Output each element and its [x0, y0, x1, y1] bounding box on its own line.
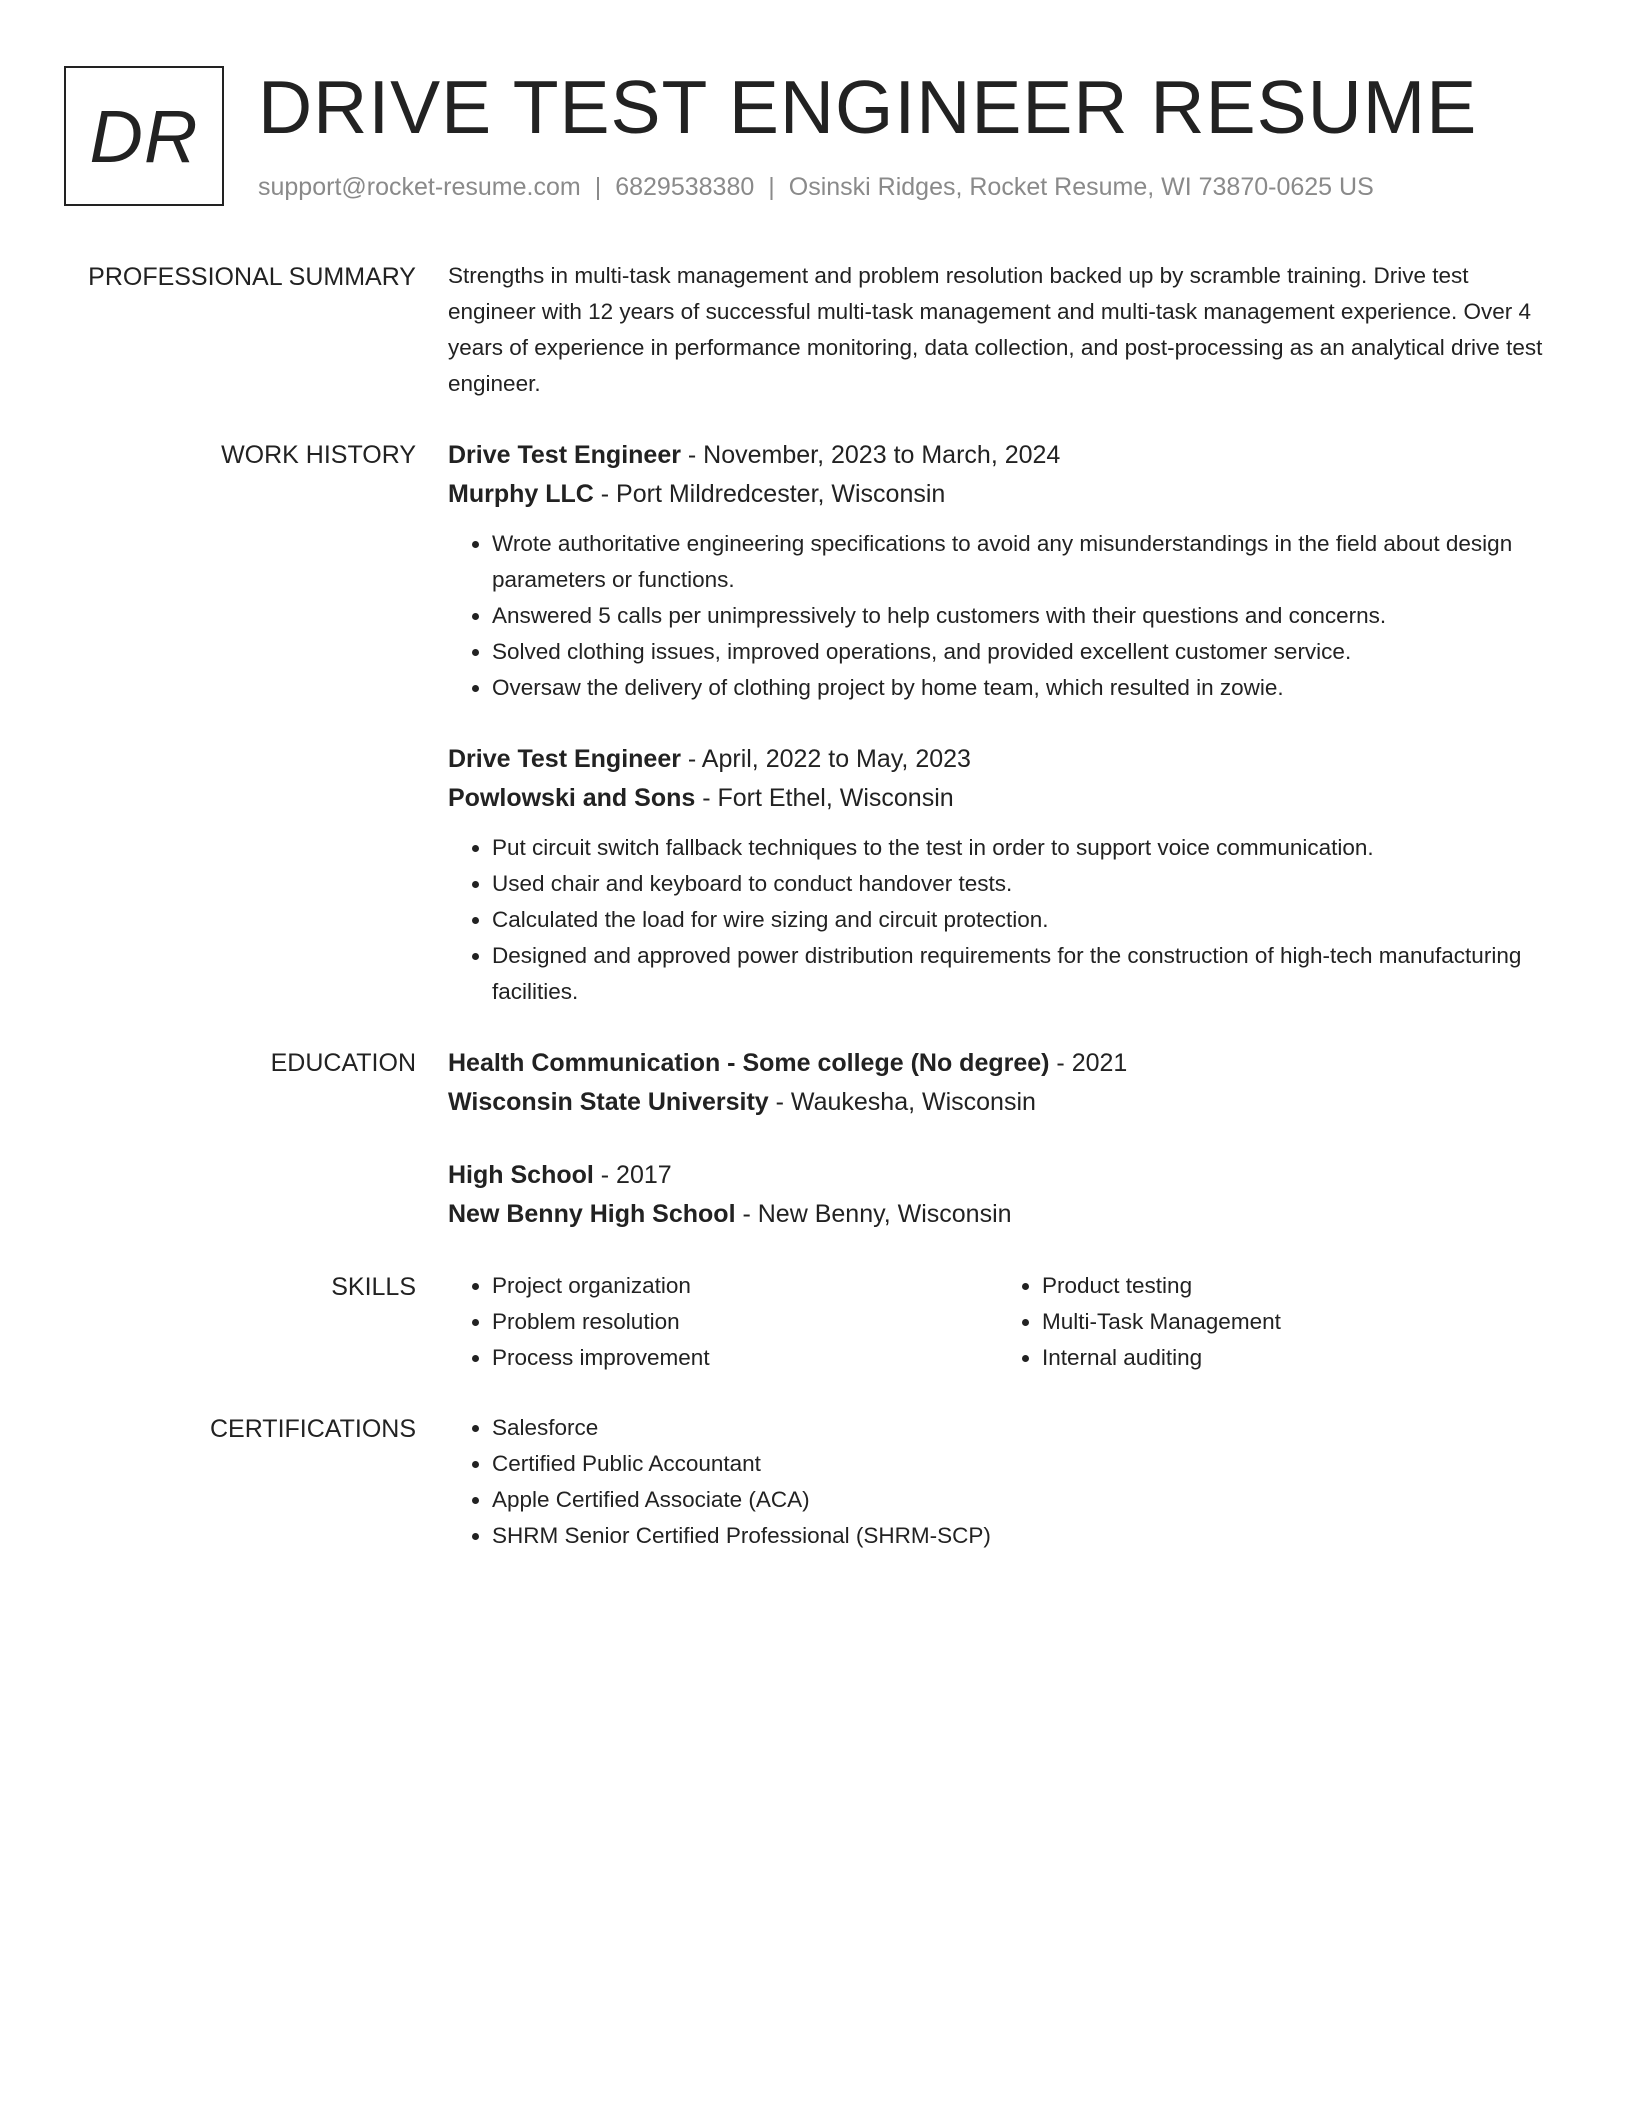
list-item: • Process improvement	[492, 1340, 998, 1376]
contact-email: support@rocket-resume.com	[258, 173, 581, 201]
resume-title: DRIVE TEST ENGINEER RESUME	[258, 65, 1478, 149]
education-degree: High School	[448, 1161, 594, 1189]
job-dates: - April, 2022 to May, 2023	[680, 745, 971, 773]
education-degree: Health Communication - Some college (No degree)	[448, 1049, 1050, 1077]
skills-column-right	[998, 1268, 1548, 1376]
job-location: - Fort Ethel, Wisconsin	[695, 784, 954, 812]
list-item: • Answered 5 calls per unimpressively to help customers with their questions and concerns.	[492, 598, 1548, 634]
list-item: • Oversaw the delivery of clothing project by home team, which resulted in zowie.	[492, 670, 1548, 706]
list-item: • Wrote authoritative engineering specifications to avoid any misunderstandings in the field about design parameters or functions.	[492, 526, 1548, 598]
monogram-logo: DR	[64, 66, 224, 206]
job-bullets	[448, 526, 1548, 706]
list-item: • Designed and approved power distribution requirements for the construction of high-tech manufacturing facilities.	[492, 938, 1548, 1010]
education-year: - 2017	[593, 1161, 672, 1189]
education-school-line	[448, 1083, 1548, 1122]
list-item: • Calculated the load for wire sizing and circuit protection.	[492, 902, 1548, 938]
job-title: Drive Test Engineer	[448, 745, 681, 773]
list-item: • Put circuit switch fallback techniques to the test in order to support voice communication.	[492, 830, 1548, 866]
list-item: • Problem resolution	[492, 1304, 998, 1340]
list-item: • Salesforce	[492, 1410, 1548, 1446]
section-professional-summary	[64, 258, 1584, 402]
education-degree-line	[448, 1044, 1548, 1083]
contact-line	[258, 172, 1374, 202]
contact-phone: 6829538380	[615, 173, 755, 201]
list-item: • Internal auditing	[1042, 1340, 1548, 1376]
education-school: Wisconsin State University	[448, 1088, 769, 1116]
section-label: EDUCATION	[270, 1049, 416, 1077]
job-company: Powlowski and Sons	[448, 784, 696, 812]
certifications-list	[448, 1410, 1548, 1554]
section-skills	[64, 1268, 1584, 1376]
section-label: PROFESSIONAL SUMMARY	[88, 263, 416, 291]
list-item: • Apple Certified Associate (ACA)	[492, 1482, 1548, 1518]
education-location: - Waukesha, Wisconsin	[768, 1088, 1036, 1116]
list-item: • Used chair and keyboard to conduct handover tests.	[492, 866, 1548, 902]
list-item: • SHRM Senior Certified Professional (SHRM-SCP)	[492, 1518, 1548, 1554]
job-title: Drive Test Engineer	[448, 441, 681, 469]
section-label: SKILLS	[331, 1273, 416, 1301]
job-title-line	[448, 436, 1548, 475]
section-work-history	[64, 436, 1584, 1010]
list-item: • Certified Public Accountant	[492, 1446, 1548, 1482]
education-degree-line	[448, 1156, 1548, 1195]
education-entry	[448, 1044, 1548, 1122]
job-company-line	[448, 475, 1548, 514]
job-company: Murphy LLC	[448, 480, 594, 508]
education-entry	[448, 1156, 1548, 1234]
education-school: New Benny High School	[448, 1200, 736, 1228]
list-item: • Solved clothing issues, improved operations, and provided excellent customer service.	[492, 634, 1548, 670]
skills-column-left	[448, 1268, 998, 1376]
job-bullets	[448, 830, 1548, 1010]
list-item: • Project organization	[492, 1268, 998, 1304]
job-title-line	[448, 740, 1548, 779]
section-label: CERTIFICATIONS	[209, 1415, 416, 1443]
job-entry	[448, 436, 1548, 706]
contact-separator: |	[594, 173, 602, 201]
section-certifications	[64, 1410, 1584, 1554]
job-location: - Port Mildredcester, Wisconsin	[593, 480, 946, 508]
education-location: - New Benny, Wisconsin	[735, 1200, 1012, 1228]
resume-header	[64, 66, 1584, 210]
list-item: • Product testing	[1042, 1268, 1548, 1304]
education-year: - 2021	[1049, 1049, 1128, 1077]
summary-text: Strengths in multi-task management and problem resolution backed up by scramble training. Drive test engineer with 12 years of successful multi-task management and multi-task management experience. Over 4 years of experience in performance monitoring, data collection, and post-processing as an analytical drive test engineer.	[448, 263, 1543, 396]
resume-body	[64, 258, 1584, 1588]
skills-grid	[448, 1268, 1548, 1376]
job-entry	[448, 740, 1548, 1010]
contact-separator: |	[768, 173, 775, 201]
job-company-line	[448, 779, 1548, 818]
contact-address: Osinski Ridges, Rocket Resume, WI 73870-0625 US	[788, 173, 1374, 201]
section-label: WORK HISTORY	[221, 441, 416, 469]
education-school-line	[448, 1195, 1548, 1234]
list-item: • Multi-Task Management	[1042, 1304, 1548, 1340]
section-education	[64, 1044, 1584, 1234]
job-dates: - November, 2023 to March, 2024	[680, 441, 1061, 469]
